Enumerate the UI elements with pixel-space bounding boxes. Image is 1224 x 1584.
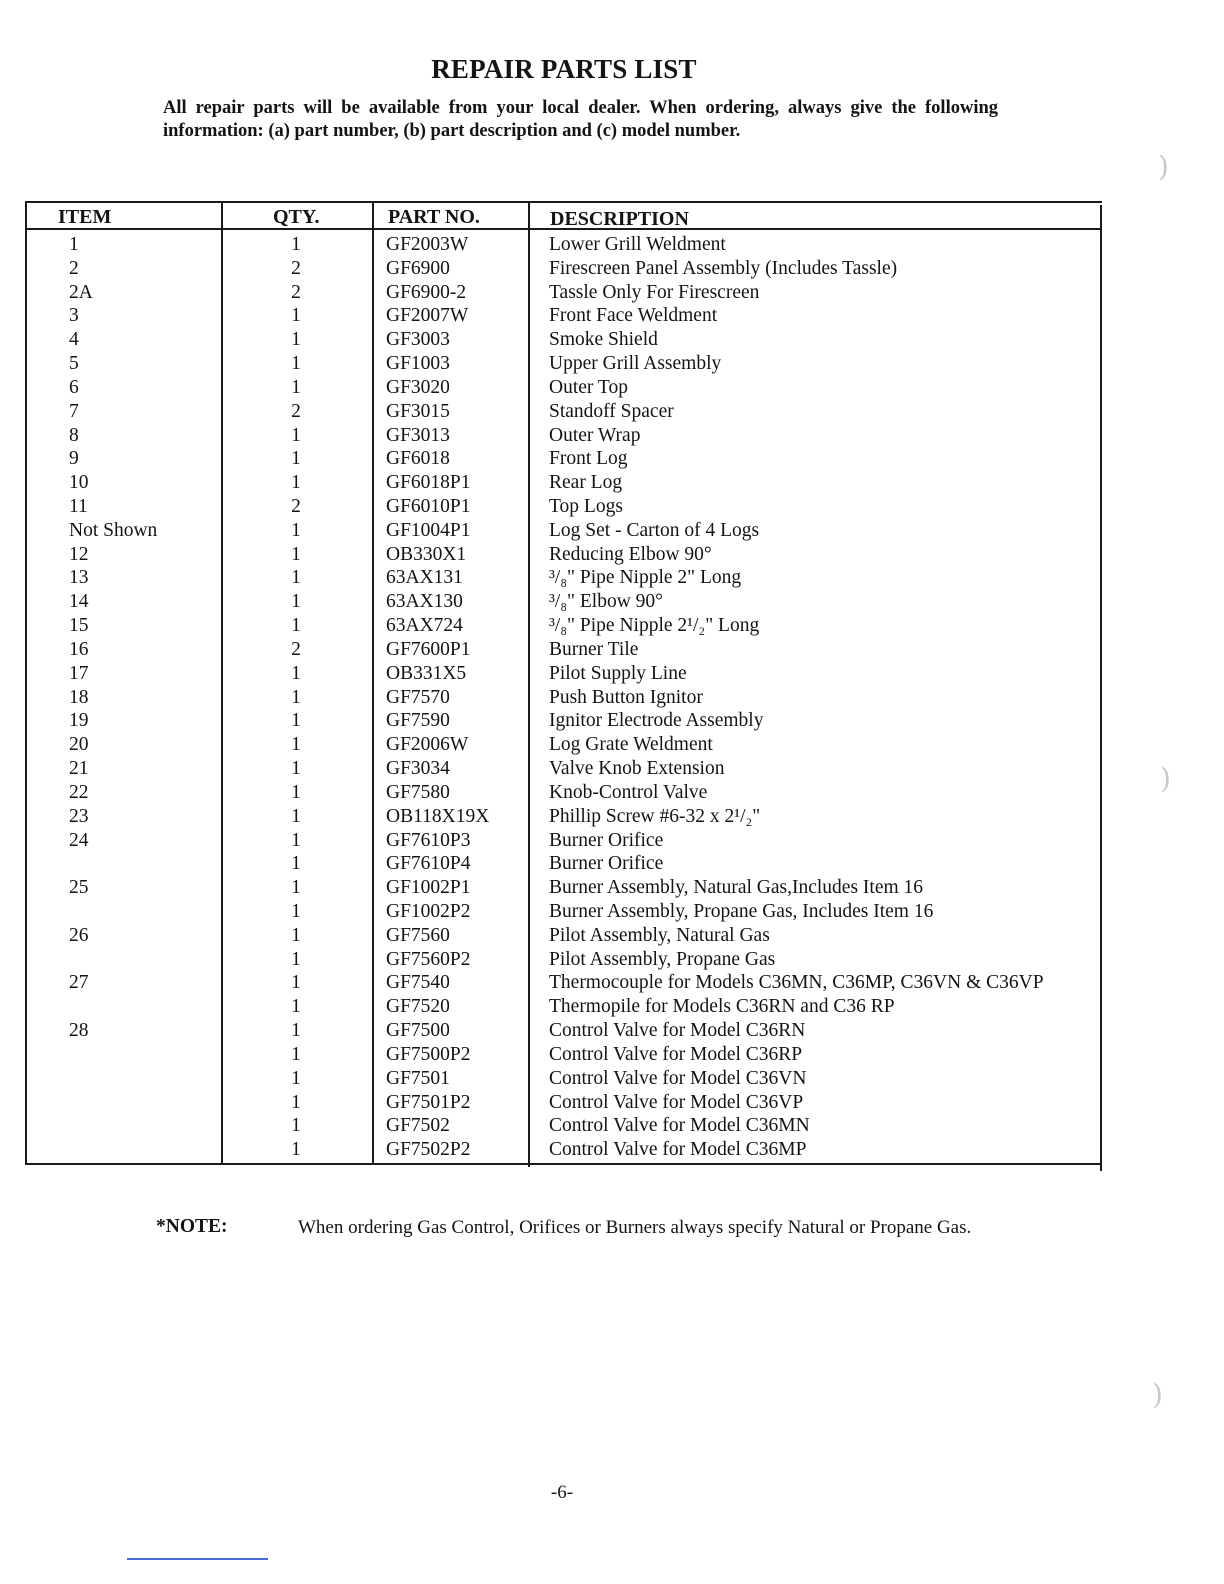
cell-description: Control Valve for Model C36MN (549, 1115, 810, 1137)
cell-part-no: GF7560P2 (386, 948, 471, 970)
table-top-border (25, 201, 1102, 203)
cell-item: 13 (69, 567, 89, 589)
table-row (25, 304, 1102, 328)
cell-part-no: GF3013 (386, 424, 450, 446)
table-row (25, 852, 1102, 876)
cell-description: Standoff Spacer (549, 400, 674, 422)
cell-item: 24 (69, 829, 89, 851)
cell-item: 26 (69, 924, 89, 946)
cell-part-no: GF7610P4 (386, 853, 471, 875)
table-row (25, 1138, 1102, 1162)
cell-item: 8 (69, 424, 79, 446)
table-row (25, 1067, 1102, 1091)
cell-item: 5 (69, 353, 79, 375)
cell-description: Upper Grill Assembly (549, 353, 722, 375)
cell-description: Pilot Assembly, Natural Gas (549, 924, 770, 946)
cell-qty: 1 (291, 543, 301, 565)
cell-item: 25 (69, 877, 89, 899)
table-row (25, 352, 1102, 376)
cell-item: 22 (69, 781, 89, 803)
cell-qty: 1 (291, 329, 301, 351)
bottom-rule (127, 1558, 268, 1560)
cell-item: 10 (69, 472, 89, 494)
cell-part-no: GF7501 (386, 1067, 450, 1089)
cell-item: Not Shown (69, 519, 158, 541)
cell-description: Thermopile for Models C36RN and C36 RP (549, 996, 895, 1018)
table-row (25, 495, 1102, 519)
parts-table (25, 201, 1102, 1172)
page-number: -6- (550, 1482, 574, 1503)
cell-qty: 1 (291, 615, 301, 637)
cell-part-no: GF6010P1 (386, 496, 471, 518)
table-row (25, 281, 1102, 305)
cell-part-no: GF1004P1 (386, 519, 471, 541)
header-qty: QTY. (273, 206, 320, 228)
table-row (25, 948, 1102, 972)
cell-part-no: 63AX130 (386, 591, 463, 613)
cell-part-no: GF7501P2 (386, 1091, 471, 1113)
cell-part-no: GF3034 (386, 758, 450, 780)
cell-qty: 2 (291, 281, 301, 303)
table-row (25, 376, 1102, 400)
table-row (25, 709, 1102, 733)
cell-item: 17 (69, 662, 89, 684)
cell-qty: 1 (291, 948, 301, 970)
cell-part-no: GF7500 (386, 1020, 450, 1042)
cell-qty: 1 (291, 710, 301, 732)
cell-qty: 1 (291, 376, 301, 398)
cell-description: Ignitor Electrode Assembly (549, 710, 764, 732)
cell-part-no: GF6018 (386, 448, 450, 470)
cell-part-no: GF2007W (386, 305, 469, 327)
cell-item: 7 (69, 400, 79, 422)
cell-part-no: 63AX131 (386, 567, 463, 589)
cell-part-no: GF3003 (386, 329, 450, 351)
table-row (25, 1043, 1102, 1067)
cell-description: ³/₈" Pipe Nipple 2¹/₂" Long (549, 615, 760, 637)
cell-item: 4 (69, 329, 79, 351)
table-row (25, 328, 1102, 352)
cell-qty: 1 (291, 805, 301, 827)
page-title: REPAIR PARTS LIST (431, 54, 697, 84)
cell-part-no: GF7580 (386, 781, 450, 803)
cell-part-no: GF3015 (386, 400, 450, 422)
cell-description: Log Set - Carton of 4 Logs (549, 519, 760, 541)
cell-item: 28 (69, 1020, 89, 1042)
table-row (25, 686, 1102, 710)
table-row (25, 733, 1102, 757)
cell-qty: 1 (291, 472, 301, 494)
intro-paragraph: All repair parts will be available from your local dealer. When ordering, always give the following information: (a) part number, (b) part description and (c) model number. (163, 98, 998, 141)
cell-item: 18 (69, 686, 89, 708)
cell-description: Lower Grill Weldment (549, 234, 726, 255)
note-label: *NOTE: (156, 1216, 228, 1237)
cell-part-no: GF7520 (386, 996, 450, 1018)
cell-description: Burner Assembly, Natural Gas,Includes Item 16 (549, 877, 924, 899)
cell-qty: 1 (291, 924, 301, 946)
header-item: ITEM (58, 206, 112, 228)
cell-qty: 1 (291, 1067, 301, 1089)
cell-part-no: OB331X5 (386, 662, 467, 684)
cell-description: Burner Tile (549, 638, 639, 660)
scan-edge-mark: ) (1152, 1378, 1163, 1411)
cell-qty: 1 (291, 662, 301, 684)
table-row (25, 638, 1102, 662)
cell-description: ³/₈" Pipe Nipple 2" Long (549, 567, 742, 589)
cell-item: 12 (69, 543, 89, 565)
cell-part-no: GF7502P2 (386, 1139, 471, 1161)
cell-qty: 1 (291, 1091, 301, 1113)
cell-part-no: GF7500P2 (386, 1043, 471, 1065)
cell-description: Control Valve for Model C36VP (549, 1091, 804, 1113)
cell-description: Phillip Screw #6-32 x 2¹/₂" (549, 805, 761, 827)
cell-part-no: GF7540 (386, 972, 450, 994)
table-row (25, 805, 1102, 829)
table-row (25, 995, 1102, 1019)
cell-description: Control Valve for Model C36VN (549, 1067, 807, 1089)
cell-qty: 1 (291, 424, 301, 446)
cell-qty: 1 (291, 448, 301, 470)
cell-description: Burner Assembly, Propane Gas, Includes Item 16 (549, 900, 934, 922)
cell-item: 15 (69, 615, 89, 637)
cell-part-no: 63AX724 (386, 615, 463, 637)
cell-item: 2 (69, 257, 79, 279)
cell-description: Burner Orifice (549, 829, 664, 851)
cell-qty: 1 (291, 853, 301, 875)
cell-description: Knob-Control Valve (549, 781, 708, 803)
table-row (25, 924, 1102, 948)
cell-description: Burner Orifice (549, 853, 664, 875)
cell-item: 20 (69, 734, 89, 756)
cell-description: Control Valve for Model C36MP (549, 1139, 807, 1161)
note-text: When ordering Gas Control, Orifices or Burners always specify Natural or Propane Gas. (298, 1217, 972, 1238)
cell-part-no: GF3020 (386, 376, 450, 398)
cell-item: 9 (69, 448, 79, 470)
cell-qty: 2 (291, 496, 301, 518)
table-row (25, 519, 1102, 543)
cell-qty: 1 (291, 829, 301, 851)
cell-description: Outer Wrap (549, 424, 641, 446)
cell-part-no: GF2006W (386, 734, 469, 756)
cell-description: Pilot Assembly, Propane Gas (549, 948, 776, 970)
table-row (25, 829, 1102, 853)
cell-part-no: GF7600P1 (386, 638, 471, 660)
table-row (25, 1114, 1102, 1138)
cell-qty: 1 (291, 567, 301, 589)
cell-qty: 1 (291, 877, 301, 899)
table-row (25, 1091, 1102, 1115)
cell-description: Rear Log (549, 472, 623, 494)
table-row (25, 543, 1102, 567)
cell-qty: 1 (291, 305, 301, 327)
cell-description: ³/₈" Elbow 90° (549, 591, 663, 613)
cell-part-no: GF6900-2 (386, 281, 467, 303)
cell-part-no: GF7570 (386, 686, 450, 708)
cell-part-no: GF6018P1 (386, 472, 471, 494)
table-row (25, 400, 1102, 424)
cell-description: Valve Knob Extension (549, 758, 725, 780)
cell-qty: 2 (291, 257, 301, 279)
cell-item: 19 (69, 710, 89, 732)
cell-part-no: GF1002P1 (386, 877, 471, 899)
table-row (25, 662, 1102, 686)
scan-edge-mark: ) (1160, 762, 1171, 795)
cell-item: 23 (69, 805, 89, 827)
cell-qty: 1 (291, 781, 301, 803)
cell-qty: 1 (291, 1020, 301, 1042)
cell-qty: 1 (291, 1115, 301, 1137)
cell-part-no: GF2003W (386, 234, 469, 255)
table-row (25, 447, 1102, 471)
cell-item: 3 (69, 305, 79, 327)
cell-item: 27 (69, 972, 89, 994)
cell-part-no: GF1003 (386, 353, 450, 375)
cell-qty: 1 (291, 972, 301, 994)
cell-item: 1 (69, 234, 79, 255)
cell-qty: 1 (291, 234, 301, 255)
cell-item: 21 (69, 758, 89, 780)
cell-description: Control Valve for Model C36RN (549, 1020, 806, 1042)
cell-qty: 2 (291, 400, 301, 422)
table-row (25, 1019, 1102, 1043)
table-row (25, 590, 1102, 614)
cell-item: 6 (69, 376, 79, 398)
cell-description: Front Face Weldment (549, 305, 718, 327)
cell-item: 14 (69, 591, 89, 613)
scan-edge-mark: ) (1158, 150, 1169, 183)
header-part-no: PART NO. (388, 206, 480, 228)
table-row (25, 900, 1102, 924)
cell-item: 11 (69, 496, 88, 518)
table-row (25, 566, 1102, 590)
cell-qty: 1 (291, 758, 301, 780)
cell-qty: 1 (291, 353, 301, 375)
cell-description: Tassle Only For Firescreen (549, 281, 760, 303)
cell-part-no: GF7502 (386, 1115, 450, 1137)
cell-description: Push Button Ignitor (549, 686, 703, 708)
cell-qty: 1 (291, 686, 301, 708)
cell-description: Smoke Shield (549, 329, 658, 351)
cell-description: Top Logs (549, 496, 623, 518)
cell-part-no: GF6900 (386, 257, 450, 279)
cell-description: Outer Top (549, 376, 628, 398)
cell-description: Firescreen Panel Assembly (Includes Tassle) (549, 257, 898, 279)
table-row (25, 471, 1102, 495)
cell-part-no: GF1002P2 (386, 900, 471, 922)
cell-qty: 1 (291, 1043, 301, 1065)
cell-item: 2A (69, 281, 93, 303)
cell-description: Control Valve for Model C36RP (549, 1043, 803, 1065)
table-row (25, 876, 1102, 900)
table-row (25, 233, 1102, 257)
cell-part-no: GF7610P3 (386, 829, 471, 851)
cell-description: Front Log (549, 448, 628, 470)
cell-item: 16 (69, 638, 89, 660)
cell-part-no: GF7560 (386, 924, 450, 946)
table-row (25, 257, 1102, 281)
cell-qty: 2 (291, 638, 301, 660)
cell-qty: 1 (291, 734, 301, 756)
cell-description: Reducing Elbow 90° (549, 543, 712, 565)
cell-part-no: OB118X19X (386, 805, 490, 827)
cell-part-no: OB330X1 (386, 543, 467, 565)
table-bottom-border (25, 1163, 1102, 1165)
cell-part-no: GF7590 (386, 710, 450, 732)
cell-description: Log Grate Weldment (549, 734, 713, 756)
table-row (25, 757, 1102, 781)
cell-qty: 1 (291, 900, 301, 922)
cell-qty: 1 (291, 519, 301, 541)
cell-qty: 1 (291, 1139, 301, 1161)
header-description: DESCRIPTION (550, 208, 689, 230)
table-row (25, 971, 1102, 995)
cell-qty: 1 (291, 591, 301, 613)
table-row (25, 424, 1102, 448)
cell-description: Pilot Supply Line (549, 662, 687, 684)
table-row (25, 614, 1102, 638)
cell-description: Thermocouple for Models C36MN, C36MP, C36VN & C36VP (549, 972, 1044, 994)
cell-qty: 1 (291, 996, 301, 1018)
table-row (25, 781, 1102, 805)
